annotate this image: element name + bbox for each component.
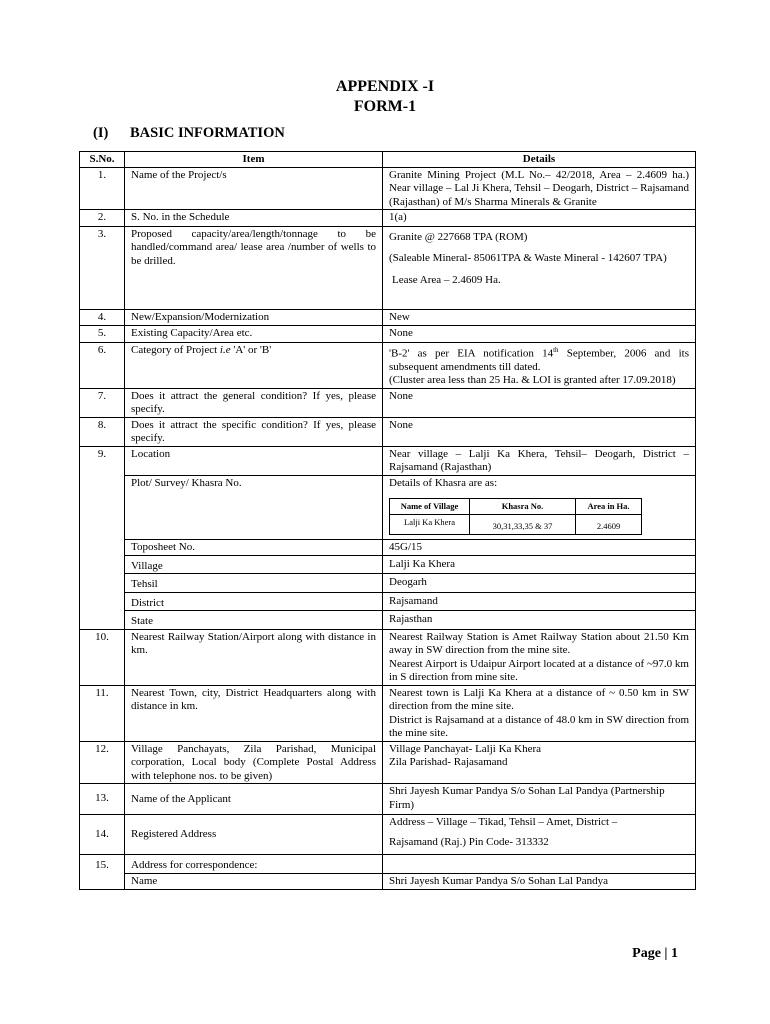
section-title: BASIC INFORMATION <box>130 125 285 141</box>
row-item: Registered Address <box>125 815 383 855</box>
row-sno: 8. <box>80 417 125 446</box>
address-line-1: Address – Village – Tikad, Tehsil – Amet, District – <box>389 816 618 829</box>
category-text-rest: September, 2006 and its subsequent amendments till dated. <box>389 347 689 373</box>
category-options: 'A' or 'B' <box>230 343 272 356</box>
location-label: Location <box>125 446 383 475</box>
row-sno: 10. <box>80 629 125 685</box>
row-details: Shri Jayesh Kumar Pandya S/o Sohan Lal Pandya (Partnership Firm) <box>383 784 696 815</box>
name-label: Name <box>125 874 383 890</box>
table-row <box>80 309 696 326</box>
table-row <box>80 874 696 890</box>
row-sno: 15. <box>80 855 125 874</box>
table-row <box>80 741 696 784</box>
superscript-th: th <box>553 345 559 354</box>
table-row <box>80 417 696 446</box>
row-details <box>383 685 696 741</box>
khasra-area: 2.4609 <box>576 515 642 535</box>
table-row <box>80 611 696 630</box>
district-hq-text: District is Rajsamand at a distance of 48.0 km in SW direction from the mine site. <box>389 713 689 740</box>
category-label: Category of Project <box>131 343 220 356</box>
row-details <box>383 226 696 309</box>
row-sno: 12. <box>80 741 125 784</box>
khasra-table <box>389 498 642 535</box>
row-item: Does it attract the general condition? If yes, please specify. <box>125 388 383 417</box>
table-row <box>80 388 696 417</box>
row-item: Village Panchayats, Zila Parishad, Municipal corporation, Local body (Complete Postal Address with telephone nos. to be given) <box>125 741 383 784</box>
tehsil-value: Deogarh <box>383 574 696 593</box>
khasra-numbers: 30,31,33,35 & 37 <box>470 515 576 535</box>
khasra-header-village: Name of Village <box>390 499 470 515</box>
row-sno: 14. <box>80 815 125 855</box>
table-row <box>80 685 696 741</box>
plot-label: Plot/ Survey/ Khasra No. <box>125 475 383 540</box>
row-details <box>383 342 696 388</box>
table-row <box>80 555 696 574</box>
row-details <box>383 629 696 685</box>
airport-text: Nearest Airport is Udaipur Airport located at a distance of ~97.0 km in S direction from mine site. <box>389 657 689 684</box>
location-value: Near village – Lalji Ka Khera, Tehsil– Deogarh, District – Rajsamand (Rajasthan) <box>383 446 696 475</box>
row-sno: 1. <box>80 167 125 210</box>
khasra-village: Lalji Ka Khera <box>390 515 470 535</box>
table-row <box>80 629 696 685</box>
table-row <box>80 592 696 611</box>
row-item: Existing Capacity/Area etc. <box>125 326 383 343</box>
village-value: Lalji Ka Khera <box>383 555 696 574</box>
khasra-header-khasra: Khasra No. <box>470 499 576 515</box>
district-value: Rajsamand <box>383 592 696 611</box>
capacity-text: Granite @ 227668 TPA (ROM) <box>389 230 528 243</box>
row-sno: 5. <box>80 326 125 343</box>
table-row <box>80 226 696 309</box>
cluster-note: (Cluster area less than 25 Ha. & LOI is granted after 17.09.2018) <box>389 374 676 387</box>
table-row <box>80 855 696 874</box>
state-value: Rajasthan <box>383 611 696 630</box>
toposheet-value: 45G/15 <box>383 540 696 556</box>
row-details: 1(a) <box>383 210 696 227</box>
form-title: FORM-1 <box>353 98 417 115</box>
row-details: None <box>383 388 696 417</box>
railway-text: Nearest Railway Station is Amet Railway Station about 21.50 Km away in SW direction from the mine site. <box>389 630 689 657</box>
table-row <box>80 475 696 540</box>
row-details: None <box>383 417 696 446</box>
district-label: District <box>125 592 383 611</box>
row-details: Granite Mining Project (M.L No.– 42/2018, Area – 2.4609 ha.) Near village – Lal Ji Khera, Tehsil – Deogarh, District – Rajsamand (Rajasthan) of M/s Sharma Minerals & Granite <box>383 167 696 210</box>
section-number: (I) <box>93 125 109 141</box>
table-row <box>80 784 696 815</box>
row-item: Name of the Project/s <box>125 167 383 210</box>
town-text: Nearest town is Lalji Ka Khera at a distance of ~ 0.50 km in SW direction from the mine site. <box>389 686 689 713</box>
name-value: Shri Jayesh Kumar Pandya S/o Sohan Lal Pandya <box>383 874 696 890</box>
table-row <box>80 326 696 343</box>
saleable-text: (Saleable Mineral- 85061TPA & Waste Mineral - 142607 TPA) <box>389 252 667 264</box>
row-item: Name of the Applicant <box>125 784 383 815</box>
page-number: Page | 1 <box>632 946 678 961</box>
table-row <box>80 210 696 227</box>
lease-area-text: Lease Area – 2.4609 Ha. <box>392 273 501 286</box>
header-sno: S.No. <box>80 152 125 168</box>
village-label: Village <box>125 555 383 574</box>
row-sno: 11. <box>80 685 125 741</box>
table-row <box>80 446 696 475</box>
table-row <box>80 342 696 388</box>
row-sno: 13. <box>80 784 125 815</box>
khasra-header-area: Area in Ha. <box>576 499 642 515</box>
row-item <box>125 342 383 388</box>
row-item: Proposed capacity/area/length/tonnage to be handled/command area/ lease area /number of wells to be drilled. <box>125 226 383 309</box>
panchayat-text: Village Panchayat- Lalji Ka Khera <box>389 742 542 755</box>
row-item: Nearest Railway Station/Airport along with distance in km. <box>125 629 383 685</box>
address-line-2: Rajsamand (Raj.) Pin Code- 313332 <box>389 835 549 848</box>
row-sno: 6. <box>80 342 125 388</box>
row-item: Nearest Town, city, District Headquarters along with distance in km. <box>125 685 383 741</box>
row-item: New/Expansion/Modernization <box>125 309 383 326</box>
state-label: State <box>125 611 383 630</box>
header-details: Details <box>383 152 696 168</box>
row-item: S. No. in the Schedule <box>125 210 383 227</box>
zila-parishad-text: Zila Parishad- Rajasamand <box>389 756 508 769</box>
basic-information-table <box>79 151 696 890</box>
row-sno: 3. <box>80 226 125 309</box>
row-sno: 4. <box>80 309 125 326</box>
row-item: Address for correspondence: <box>125 855 383 874</box>
table-row <box>80 540 696 556</box>
row-details <box>383 741 696 784</box>
row-details: None <box>383 326 696 343</box>
row-details: New <box>383 309 696 326</box>
appendix-title: APPENDIX -I <box>335 78 435 95</box>
khasra-intro: Details of Khasra are as: <box>389 476 498 489</box>
section-heading <box>93 125 285 142</box>
row-sno: 9. <box>80 446 125 475</box>
row-sno: 7. <box>80 388 125 417</box>
toposheet-label: Toposheet No. <box>125 540 383 556</box>
header-item: Item <box>125 152 383 168</box>
row-sno: 2. <box>80 210 125 227</box>
category-text: 'B-2' as per EIA notification 14 <box>389 347 554 360</box>
row-details <box>383 815 696 855</box>
table-row <box>80 167 696 210</box>
khasra-details <box>383 475 696 540</box>
table-row <box>80 815 696 855</box>
table-row <box>80 574 696 593</box>
row-item: Does it attract the specific condition? If yes, please specify. <box>125 417 383 446</box>
tehsil-label: Tehsil <box>125 574 383 593</box>
table-header-row <box>80 152 696 168</box>
ie-text: i.e <box>219 343 231 356</box>
